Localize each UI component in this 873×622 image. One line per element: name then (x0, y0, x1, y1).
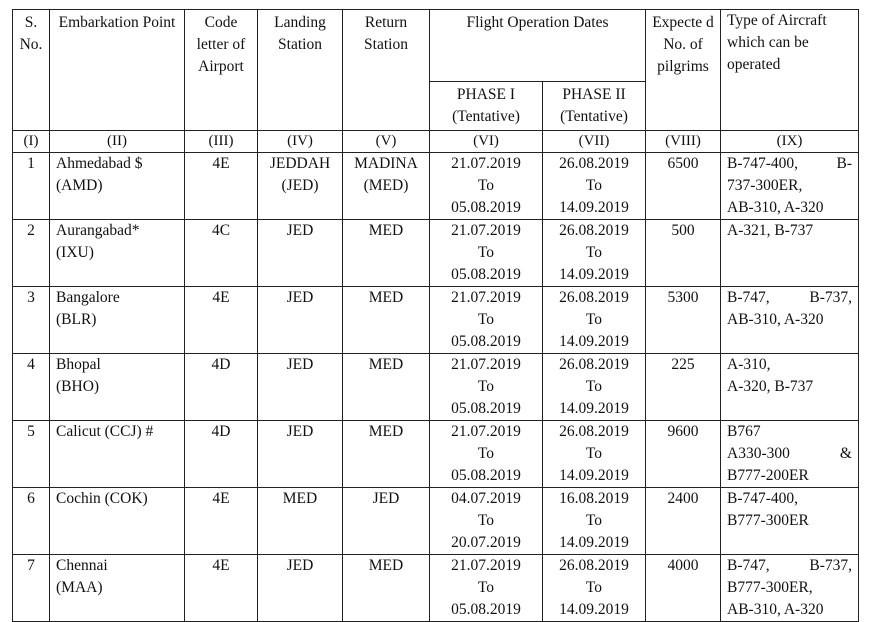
landing-station-line: JED (286, 222, 314, 239)
phase-1-dates-line: To (477, 177, 495, 194)
expected-pilgrims: 9600 (646, 421, 721, 488)
serial-number: 5 (13, 421, 50, 488)
embarkation-point (50, 488, 185, 555)
header-code-letter: Code letter of Airport (185, 10, 258, 131)
phase-2-dates-line: To (585, 378, 603, 395)
phase-1-dates-line: 05.08.2019 (451, 266, 521, 283)
phase-2-dates (543, 555, 646, 622)
phase-2-dates-line: To (585, 445, 603, 462)
table-row (13, 488, 859, 555)
table-row (13, 421, 859, 488)
serial-number: 7 (13, 555, 50, 622)
col-num-vi: (VI) (430, 131, 543, 153)
embarkation-point (50, 153, 185, 220)
phase-1-dates (430, 354, 543, 421)
airport-code-letter: 4D (185, 354, 258, 421)
phase-2-dates-line: To (585, 579, 603, 596)
aircraft-types-line: AB-310, A-320 (727, 311, 824, 328)
landing-station-line: JEDDAH (269, 155, 331, 172)
phase-2-dates (543, 153, 646, 220)
table-row (13, 555, 859, 622)
landing-station (258, 287, 343, 354)
serial-number: 3 (13, 287, 50, 354)
phase-1-dates-line: To (477, 378, 495, 395)
landing-station-line: MED (282, 490, 318, 507)
embarkation-point (50, 287, 185, 354)
return-station-line: MED (368, 356, 404, 373)
phase-2-dates-line: 16.08.2019 (559, 490, 629, 507)
phase-1-dates-line: 21.07.2019 (451, 356, 521, 373)
aircraft-types-line: B-747-400, B- (727, 155, 852, 172)
table-row (13, 354, 859, 421)
phase-1-dates-line: To (477, 445, 495, 462)
landing-station (258, 153, 343, 220)
airport-code-letter: 4C (185, 220, 258, 287)
header-flight-operation-dates: Flight Operation Dates (430, 10, 646, 82)
col-num-ix: (IX) (721, 131, 859, 153)
phase-2-dates-line: 14.09.2019 (559, 199, 629, 216)
phase-2-dates-line: To (585, 244, 603, 261)
phase-1-dates-line: To (477, 244, 495, 261)
phase-1-dates-line: 21.07.2019 (451, 423, 521, 440)
embarkation-point-line: Cochin (COK) (56, 490, 148, 507)
landing-station-line: JED (286, 557, 314, 574)
phase-2-dates-line: 14.09.2019 (559, 467, 629, 484)
aircraft-types (721, 153, 859, 220)
return-station (343, 421, 430, 488)
embarkation-point-line: (MAA) (56, 579, 103, 596)
header-aircraft-type: Type of Aircraft which can be operated (721, 10, 859, 131)
embarkation-point (50, 354, 185, 421)
table-row (13, 153, 859, 220)
airport-code-letter: 4E (185, 153, 258, 220)
serial-number: 1 (13, 153, 50, 220)
phase-1-dates-line: To (477, 512, 495, 529)
aircraft-types-line: B777-200ER (727, 467, 809, 484)
return-station-line: MED (368, 557, 404, 574)
airport-code-letter: 4E (185, 287, 258, 354)
airport-code-letter: 4D (185, 421, 258, 488)
phase-1-dates-line: 04.07.2019 (451, 490, 521, 507)
aircraft-types-line: AB-310, A-320 (727, 601, 824, 618)
aircraft-types (721, 287, 859, 354)
header-expected-pilgrims: Expecte d No. of pilgrims (646, 10, 721, 131)
phase-1-dates-line: 21.07.2019 (451, 557, 521, 574)
return-station-line: (MED) (363, 177, 409, 194)
phase-1-dates-line: 20.07.2019 (451, 534, 521, 551)
phase-2-dates (543, 354, 646, 421)
serial-number: 6 (13, 488, 50, 555)
header-return-station: Return Station (343, 10, 430, 131)
phase-1-dates-line: To (477, 579, 495, 596)
phase-2-dates-line: 14.09.2019 (559, 400, 629, 417)
phase-2-dates-line: 14.09.2019 (559, 333, 629, 350)
phase-1-dates-line: 05.08.2019 (451, 199, 521, 216)
embarkation-point-line: Ahmedabad $ (56, 155, 143, 172)
landing-station-line: (JED) (281, 177, 319, 194)
landing-station (258, 555, 343, 622)
roman-numeral-row (13, 131, 859, 153)
phase-2-dates-line: To (585, 177, 603, 194)
phase-2-dates (543, 488, 646, 555)
return-station (343, 220, 430, 287)
phase-1-dates (430, 421, 543, 488)
aircraft-types (721, 220, 859, 287)
aircraft-types-line: B-747, B-737, (727, 289, 852, 306)
col-num-v: (V) (343, 131, 430, 153)
aircraft-types-line: AB-310, A-320 (727, 199, 824, 216)
expected-pilgrims: 225 (646, 354, 721, 421)
expected-pilgrims: 4000 (646, 555, 721, 622)
table-row (13, 220, 859, 287)
airport-code-letter: 4E (185, 488, 258, 555)
return-station-line: MED (368, 222, 404, 239)
return-station-line: MED (368, 423, 404, 440)
embarkation-point-line: Bhopal (56, 356, 101, 373)
phase-1-dates-line: 21.07.2019 (451, 155, 521, 172)
phase-1-dates (430, 220, 543, 287)
phase-1-dates-line: 21.07.2019 (451, 289, 521, 306)
phase-1-dates (430, 153, 543, 220)
embarkation-point-line: Bangalore (56, 289, 120, 306)
phase-1-dates-line: To (477, 311, 495, 328)
embarkation-point-line: (AMD) (56, 177, 103, 194)
header-sno: S. No. (13, 10, 50, 131)
landing-station (258, 488, 343, 555)
phase-2-dates-line: To (585, 311, 603, 328)
phase-2-dates (543, 421, 646, 488)
phase-2-dates-line: 26.08.2019 (559, 155, 629, 172)
table-body (13, 153, 859, 622)
aircraft-types-line: A-310, (727, 356, 771, 373)
landing-station-line: JED (286, 289, 314, 306)
embarkation-point-line: (BLR) (56, 311, 97, 328)
embarkation-point-line: (IXU) (56, 244, 94, 261)
expected-pilgrims: 6500 (646, 153, 721, 220)
aircraft-types-line: A-321, B-737 (727, 222, 814, 239)
phase-1-dates (430, 555, 543, 622)
phase-1-dates (430, 287, 543, 354)
haj-flight-schedule-table (12, 9, 859, 622)
return-station (343, 153, 430, 220)
embarkation-point-line: Chennai (56, 557, 108, 574)
phase-2-dates (543, 220, 646, 287)
table-row (13, 287, 859, 354)
aircraft-types-line: A330-300 & (727, 445, 852, 462)
col-num-iv: (IV) (258, 131, 343, 153)
embarkation-point-line: Calicut (CCJ) # (56, 423, 154, 440)
aircraft-types (721, 555, 859, 622)
aircraft-types (721, 421, 859, 488)
phase-1-dates-line: 05.08.2019 (451, 467, 521, 484)
landing-station (258, 220, 343, 287)
col-num-i: (I) (13, 131, 50, 153)
aircraft-types-line: B777-300ER (727, 512, 809, 529)
aircraft-types-line: B767 (727, 423, 761, 440)
embarkation-point (50, 421, 185, 488)
return-station-line: MADINA (354, 155, 418, 172)
phase-1-dates-line: 05.08.2019 (451, 601, 521, 618)
landing-station (258, 421, 343, 488)
phase-2-dates-line: 26.08.2019 (559, 557, 629, 574)
airport-code-letter: 4E (185, 555, 258, 622)
embarkation-point-line: Aurangabad* (56, 222, 140, 239)
col-num-viii: (VIII) (646, 131, 721, 153)
serial-number: 2 (13, 220, 50, 287)
phase-2-dates (543, 287, 646, 354)
return-station (343, 354, 430, 421)
header-embarkation-point: Embarkation Point (50, 10, 185, 131)
return-station (343, 287, 430, 354)
phase-2-dates-line: 14.09.2019 (559, 534, 629, 551)
phase-2-dates-line: 26.08.2019 (559, 423, 629, 440)
embarkation-point (50, 220, 185, 287)
aircraft-types (721, 354, 859, 421)
phase-2-dates-line: 14.09.2019 (559, 266, 629, 283)
phase-2-dates-line: 26.08.2019 (559, 356, 629, 373)
embarkation-point-line: (BHO) (56, 378, 100, 395)
return-station-line: MED (368, 289, 404, 306)
phase-1-dates-line: 05.08.2019 (451, 400, 521, 417)
return-station-line: JED (372, 490, 400, 507)
landing-station (258, 354, 343, 421)
expected-pilgrims: 5300 (646, 287, 721, 354)
landing-station-line: JED (286, 356, 314, 373)
phase-1-dates (430, 488, 543, 555)
return-station (343, 555, 430, 622)
phase-2-dates-line: 26.08.2019 (559, 222, 629, 239)
embarkation-point (50, 555, 185, 622)
aircraft-types-line: B777-300ER, (727, 579, 813, 596)
col-num-iii: (III) (185, 131, 258, 153)
aircraft-types (721, 488, 859, 555)
aircraft-types-line: A-320, B-737 (727, 378, 814, 395)
serial-number: 4 (13, 354, 50, 421)
return-station (343, 488, 430, 555)
phase-1-dates-line: 21.07.2019 (451, 222, 521, 239)
header-phase-2: PHASE II (Tentative) (543, 82, 646, 131)
aircraft-types-line: B-747-400, (727, 490, 799, 507)
aircraft-types-line: 737-300ER, (727, 177, 803, 194)
col-num-vii: (VII) (543, 131, 646, 153)
phase-1-dates-line: 05.08.2019 (451, 333, 521, 350)
header-landing-station: Landing Station (258, 10, 343, 131)
phase-2-dates-line: 14.09.2019 (559, 601, 629, 618)
expected-pilgrims: 2400 (646, 488, 721, 555)
phase-2-dates-line: 26.08.2019 (559, 289, 629, 306)
expected-pilgrims: 500 (646, 220, 721, 287)
aircraft-types-line: B-747, B-737, (727, 557, 852, 574)
phase-2-dates-line: To (585, 512, 603, 529)
landing-station-line: JED (286, 423, 314, 440)
col-num-ii: (II) (50, 131, 185, 153)
header-phase-1: PHASE I (Tentative) (430, 82, 543, 131)
